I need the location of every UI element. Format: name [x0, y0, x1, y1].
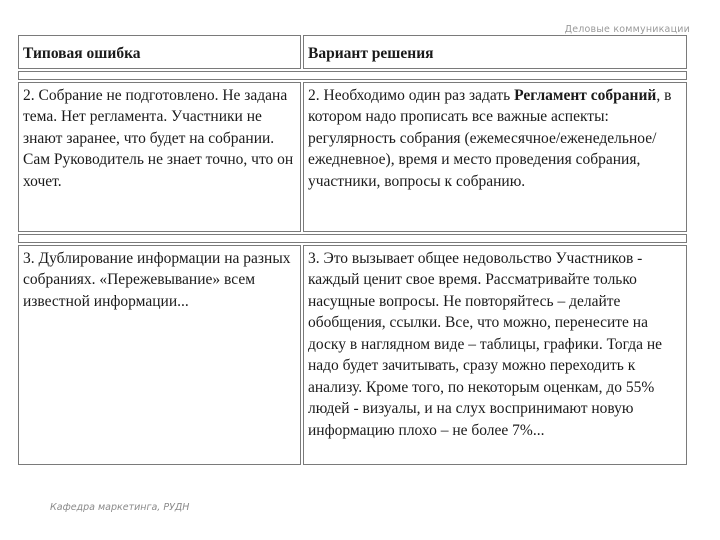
footer-note: Кафедра маркетинга, РУДН — [50, 502, 190, 513]
solution-text-rest: , в котором надо прописать все важные аспекты: регулярность собрания (ежемесячное/еженедельное/ежедневное), время и место проведения собрания, участники, вопросы к собранию. — [308, 86, 672, 190]
solution-cell — [303, 82, 687, 232]
solution-cell: 3. Это вызывает общее недовольство Участников - каждый ценит свое время. Рассматривайте только насущные вопросы. Не повторяйтесь – делайте обобщения, ссылки. Все, что можно, перенесите на доску в наглядном виде – таблицы, графики. Тогда не надо будет зачитывать, сразу можно переходить к анализу. Кроме того, по некоторым оценкам, до 55% людей - визуалы, и на слух воспринимают новую информацию плохо – не более 7%... — [303, 245, 687, 465]
header-typical-error: Типовая ошибка — [18, 35, 301, 69]
solution-bold-term: Регламент собраний — [514, 86, 657, 104]
header-note: Деловые коммуникации — [564, 24, 690, 35]
table-row — [18, 245, 687, 465]
error-cell: 3. Дублирование информации на разных собраниях. «Пережевывание» всем известной информации... — [18, 245, 301, 465]
errors-solutions-table — [16, 33, 689, 467]
table-header-row — [18, 35, 687, 69]
solution-text: 2. Необходимо один раз задать — [308, 86, 515, 104]
table-row — [18, 82, 687, 232]
header-solution: Вариант решения — [303, 35, 687, 69]
error-cell: 2. Собрание не подготовлено. Не задана тема. Нет регламента. Участники не знают заранее, что будет на собрании. Сам Руководитель не знает точно, что он хочет. — [18, 82, 301, 232]
